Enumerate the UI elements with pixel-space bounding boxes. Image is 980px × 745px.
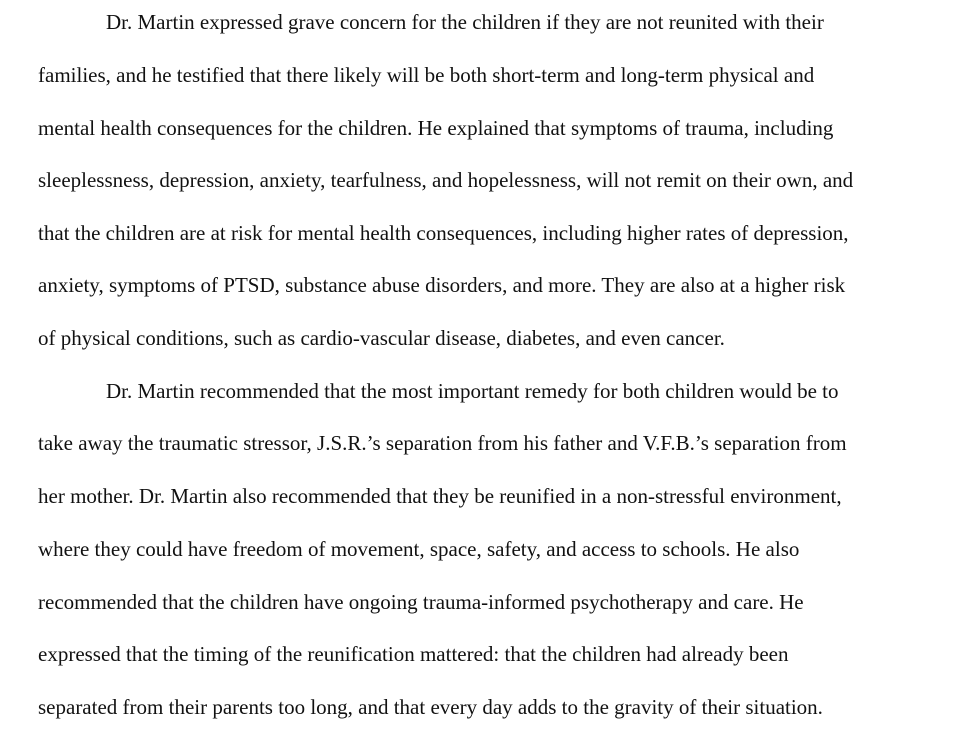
text-line: Dr. Martin recommended that the most important remedy for both children would be to (106, 379, 839, 403)
text-line: of physical conditions, such as cardio-vascular disease, diabetes, and even cancer. (38, 326, 725, 350)
text-line: Dr. Martin expressed grave concern for the children if they are not reunited with their (106, 10, 824, 34)
text-line: separated from their parents too long, and that every day adds to the gravity of their situation. (38, 695, 823, 719)
text-line: sleeplessness, depression, anxiety, tearfulness, and hopelessness, will not remit on their own, and (38, 168, 854, 192)
text-line: expressed that the timing of the reunification mattered: that the children had already been (38, 642, 789, 666)
text-line: recommended that the children have ongoing trauma-informed psychotherapy and care. He (38, 590, 804, 614)
text-line: her mother. Dr. Martin also recommended that they be reunified in a non-stressful environment, (38, 484, 842, 508)
text-line: mental health consequences for the children. He explained that symptoms of trauma, including (38, 116, 834, 140)
text-line: take away the traumatic stressor, J.S.R.’s separation from his father and V.F.B.’s separation from (38, 431, 847, 455)
text-line: anxiety, symptoms of PTSD, substance abuse disorders, and more. They are also at a higher risk (38, 273, 846, 297)
text-line: families, and he testified that there likely will be both short-term and long-term physical and (38, 63, 815, 87)
text-line: that the children are at risk for mental health consequences, including higher rates of depression, (38, 221, 849, 245)
text-line: where they could have freedom of movement, space, safety, and access to schools. He also (38, 537, 800, 561)
